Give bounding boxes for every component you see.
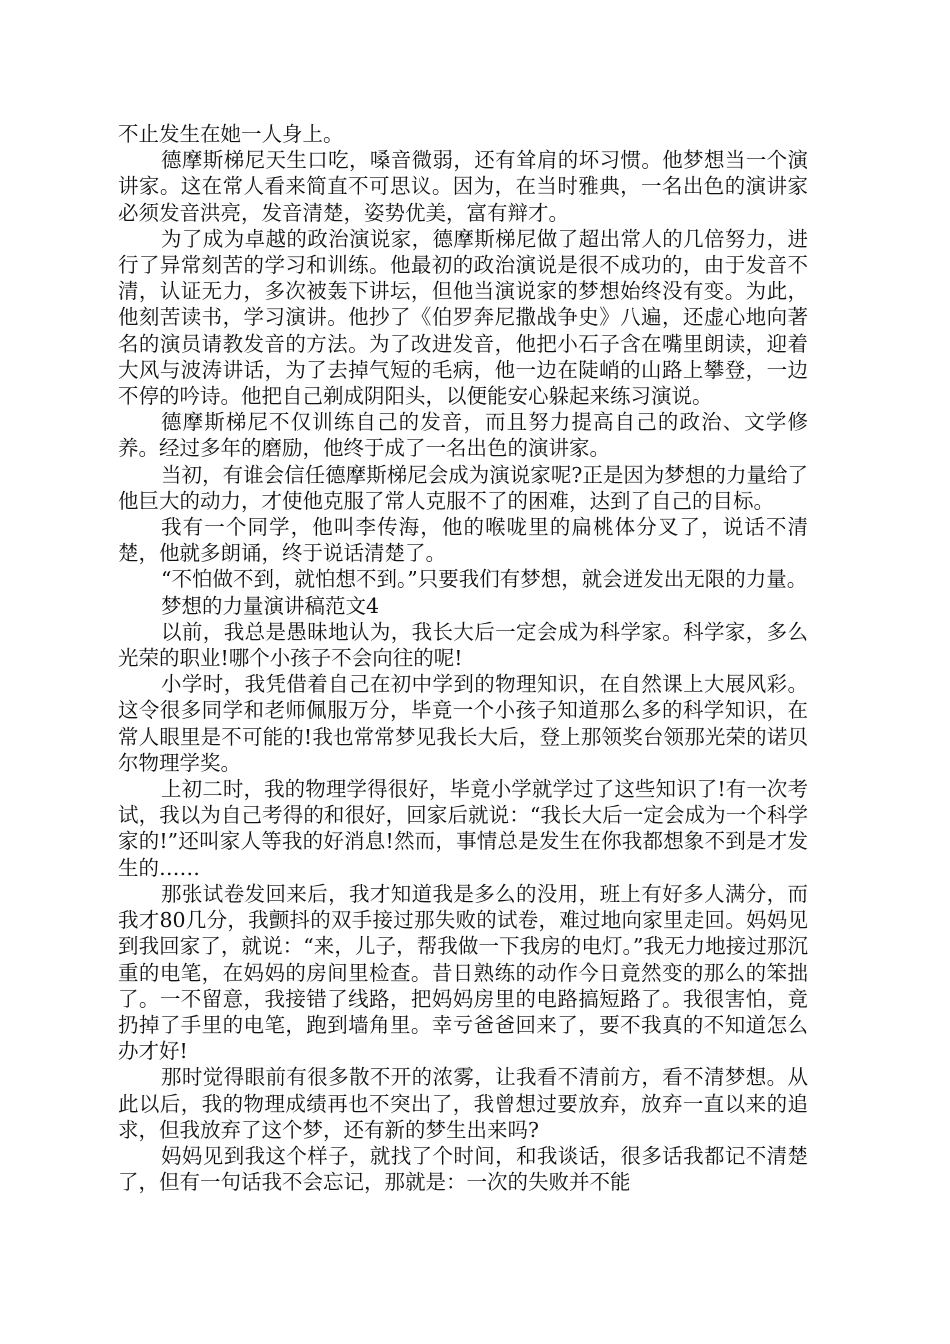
document-page <box>118 121 808 1195</box>
section-heading: 梦想的力量演讲稿范文4 <box>161 593 380 618</box>
paragraph-11: 那张试卷发回来后，我才知道我是多么的没用，班上有好多人满分，而我才80几分，我颤抖的双手接过那失败的试卷，难过地向家里走回。妈妈见到我回家了，就说：“来，儿子，帮我做一下我房的电灯。”我无力地接过那沉重的电笔，在妈妈的房间里检查。昔日熟练的动作今日竟然变的那么的笨拙了。一不留意，我接错了线路，把妈妈房里的电路搞短路了。我很害怕，竟扔掉了手里的电笔，跑到墙角里。幸亏爸爸回来了，要不我真的不知道怎么办才好! <box>118 881 808 1064</box>
paragraph-9: 小学时，我凭借着自己在初中学到的物理知识，在自然课上大展风彩。这令很多同学和老师佩服万分，毕竟一个小孩子知道那么多的科学知识，在常人眼里是不可能的!我也常常梦见我长大后，登上那领奖台领那光荣的诺贝尔物理学奖。 <box>118 672 808 775</box>
paragraph-3: 为了成为卓越的政治演说家，德摩斯梯尼做了超出常人的几倍努力，进行了异常刻苦的学习和训练。他最初的政治演说是很不成功的，由于发音不清，认证无力，多次被轰下讲坛，但他当演说家的梦想始终没有变。为此，他刻苦读书，学习演讲。他抄了《伯罗奔尼撒战争史》八遍，还虚心地向著名的演员请教发音的方法。为了改进发音，他把小石子含在嘴里朗读，迎着大风与波涛讲话，为了去掉气短的毛病，他一边在陡峭的山路上攀登，一边不停的吟诗。他把自己剃成阴阳头，以便能安心躲起来练习演说。 <box>118 226 808 409</box>
paragraph-5: 当初，有谁会信任德摩斯梯尼会成为演说家呢?正是因为梦想的力量给了他巨大的动力，才使他克服了常人克服不了的困难，达到了自己的目标。 <box>118 462 808 513</box>
paragraph-2: 德摩斯梯尼天生口吃，嗓音微弱，还有耸肩的坏习惯。他梦想当一个演讲家。这在常人看来简直不可思议。因为，在当时雅典，一名出色的演讲家必须发音洪亮，发音清楚，姿势优美，富有辩才。 <box>118 148 808 225</box>
paragraph-4: 德摩斯梯尼不仅训练自己的发音，而且努力提高自己的政治、文学修养。经过多年的磨励，他终于成了一名出色的演讲家。 <box>118 410 808 461</box>
paragraph-1: 不止发生在她一人身上。 <box>118 122 344 146</box>
paragraph-7: “不怕做不到，就怕想不到。”只要我们有梦想，就会迸发出无限的力量。 <box>161 567 808 592</box>
paragraph-13: 妈妈见到我这个样子，就找了个时间，和我谈话，很多话我都记不清楚了，但有一句话我不会忘记，那就是：一次的失败并不能 <box>118 1143 808 1195</box>
paragraph-8: 以前，我总是愚昧地认为，我长大后一定会成为科学家。科学家，多么光荣的职业!哪个小孩子不会向往的呢! <box>118 619 808 671</box>
paragraph-12: 那时觉得眼前有很多散不开的浓雾，让我看不清前方，看不清梦想。从此以后，我的物理成绩再也不突出了，我曾想过要放弃，放弃一直以来的追求，但我放弃了这个梦，还有新的梦生出来吗? <box>118 1065 808 1142</box>
paragraph-10: 上初二时，我的物理学得很好，毕竟小学就学过了这些知识了!有一次考试，我以为自己考得的和很好，回家后就说：“我长大后一定会成为一个科学家的!”还叫家人等我的好消息!然而，事情总是发生在你我都想象不到是才发生的…… <box>118 777 808 880</box>
paragraph-6: 我有一个同学，他叫李传海，他的喉咙里的扁桃体分叉了，说话不清楚，他就多朗诵，终于说话清楚了。 <box>118 515 808 566</box>
